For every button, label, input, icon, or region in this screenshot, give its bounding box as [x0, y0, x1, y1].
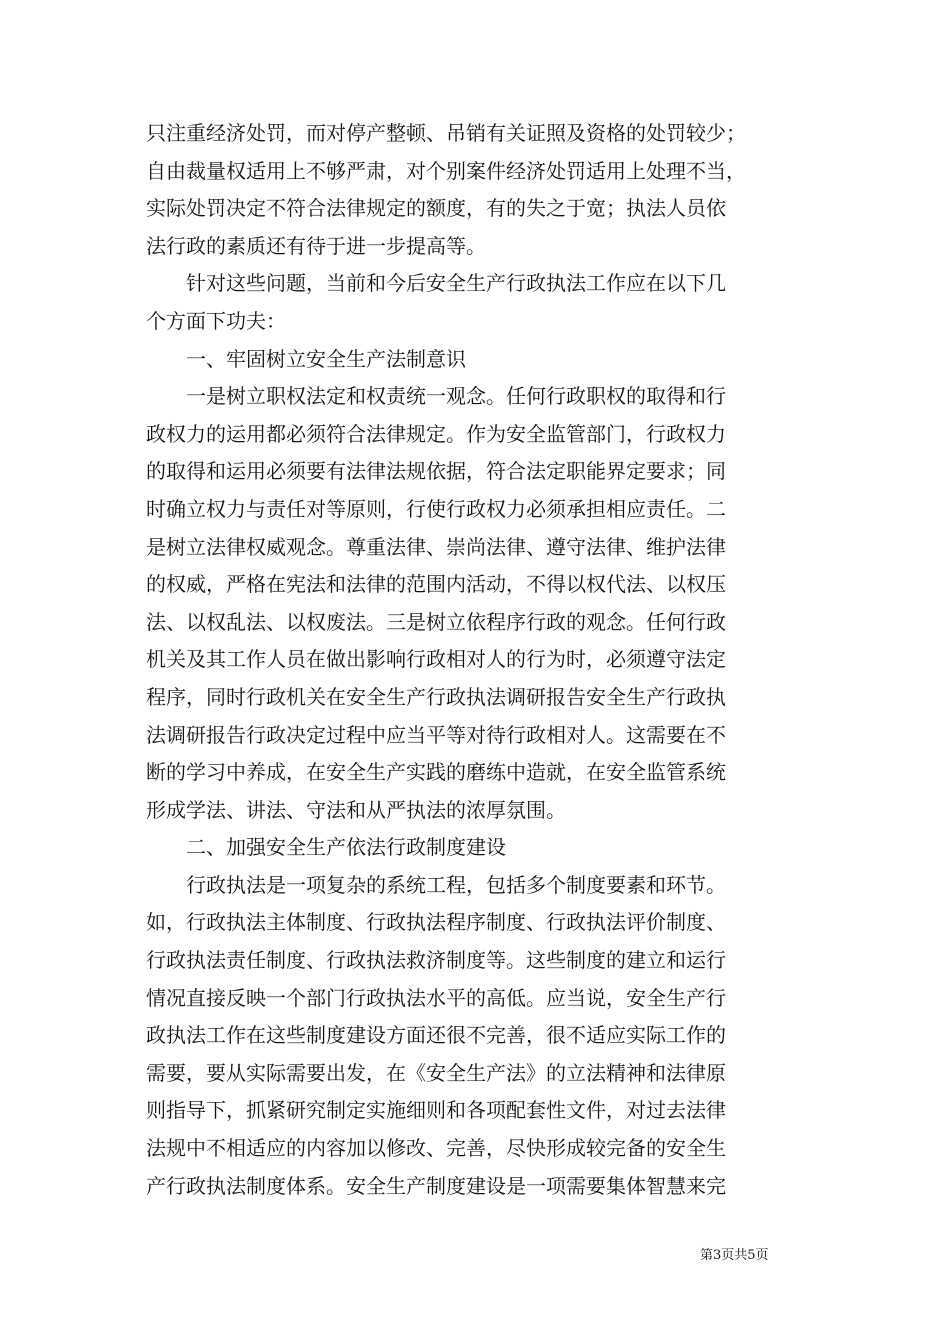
- text-line-11: 时确立权力与责任对等原则，行使行政权力必须承担相应责任。二: [146, 496, 726, 521]
- text-line-16: 程序，同时行政机关在安全生产行政执法调研报告安全生产行政执: [146, 684, 726, 709]
- text-line-10: 的取得和运用必须要有法律法规依据，符合法定职能界定要求；同: [146, 459, 726, 484]
- text-line-23: 行政执法责任制度、行政执法救济制度等。这些制度的建立和运行: [146, 948, 726, 973]
- page-number-footer: 第3页共5页: [700, 1248, 769, 1263]
- text-line-2: 自由裁量权适用上不够严肃，对个别案件经济处罚适用上处理不当，: [146, 158, 746, 183]
- document-body: [146, 115, 826, 1205]
- text-line-29: 产行政执法制度体系。安全生产制度建设是一项需要集体智慧来完: [146, 1173, 726, 1198]
- text-line-19: 形成学法、讲法、守法和从严执法的浓厚氛围。: [146, 797, 566, 822]
- text-line-4: 法行政的素质还有待于进一步提高等。: [146, 233, 486, 258]
- text-line-24: 情况直接反映一个部门行政执法水平的高低。应当说，安全生产行: [146, 985, 726, 1010]
- text-line-13: 的权威，严格在宪法和法律的范围内活动，不得以权代法、以权压: [146, 572, 726, 597]
- paragraph-start-line: 一是树立职权法定和权责统一观念。任何行政职权的取得和行: [186, 384, 726, 409]
- section-heading-1: 一、牢固树立安全生产法制意识: [186, 346, 466, 371]
- text-line-28: 法规中不相适应的内容加以修改、完善，尽快形成较完备的安全生: [146, 1136, 726, 1161]
- text-line-22: 如，行政执法主体制度、行政执法程序制度、行政执法评价制度、: [146, 910, 726, 935]
- text-line-3: 实际处罚决定不符合法律规定的额度，有的失之于宽；执法人员依: [146, 196, 726, 221]
- text-line-9: 政权力的运用都必须符合法律规定。作为安全监管部门，行政权力: [146, 421, 726, 446]
- text-line-14: 法、以权乱法、以权废法。三是树立依程序行政的观念。任何行政: [146, 609, 726, 634]
- paragraph-start-line: 行政执法是一项复杂的系统工程，包括多个制度要素和环节。: [186, 872, 726, 897]
- text-line-1: 只注重经济处罚，而对停产整顿、吊销有关证照及资格的处罚较少；: [146, 121, 746, 145]
- text-line-17: 法调研报告行政决定过程中应当平等对待行政相对人。这需要在不: [146, 722, 726, 747]
- text-line-15: 机关及其工作人员在做出影响行政相对人的行为时，必须遵守法定: [146, 647, 726, 672]
- text-line-25: 政执法工作在这些制度建设方面还很不完善，很不适应实际工作的: [146, 1023, 726, 1048]
- text-line-12: 是树立法律权威观念。尊重法律、崇尚法律、遵守法律、维护法律: [146, 534, 726, 559]
- section-heading-2: 二、加强安全生产依法行政制度建设: [186, 835, 506, 860]
- text-line-27: 则指导下，抓紧研究制定实施细则和各项配套性文件，对过去法律: [146, 1098, 726, 1123]
- text-line-18: 断的学习中养成，在安全生产实践的磨练中造就，在安全监管系统: [146, 760, 726, 785]
- paragraph-start-line: 针对这些问题，当前和今后安全生产行政执法工作应在以下几: [186, 271, 726, 296]
- text-line-6: 个方面下功夫：: [146, 308, 286, 333]
- text-line-26: 需要，要从实际需要出发，在《安全生产法》的立法精神和法律原: [146, 1060, 726, 1085]
